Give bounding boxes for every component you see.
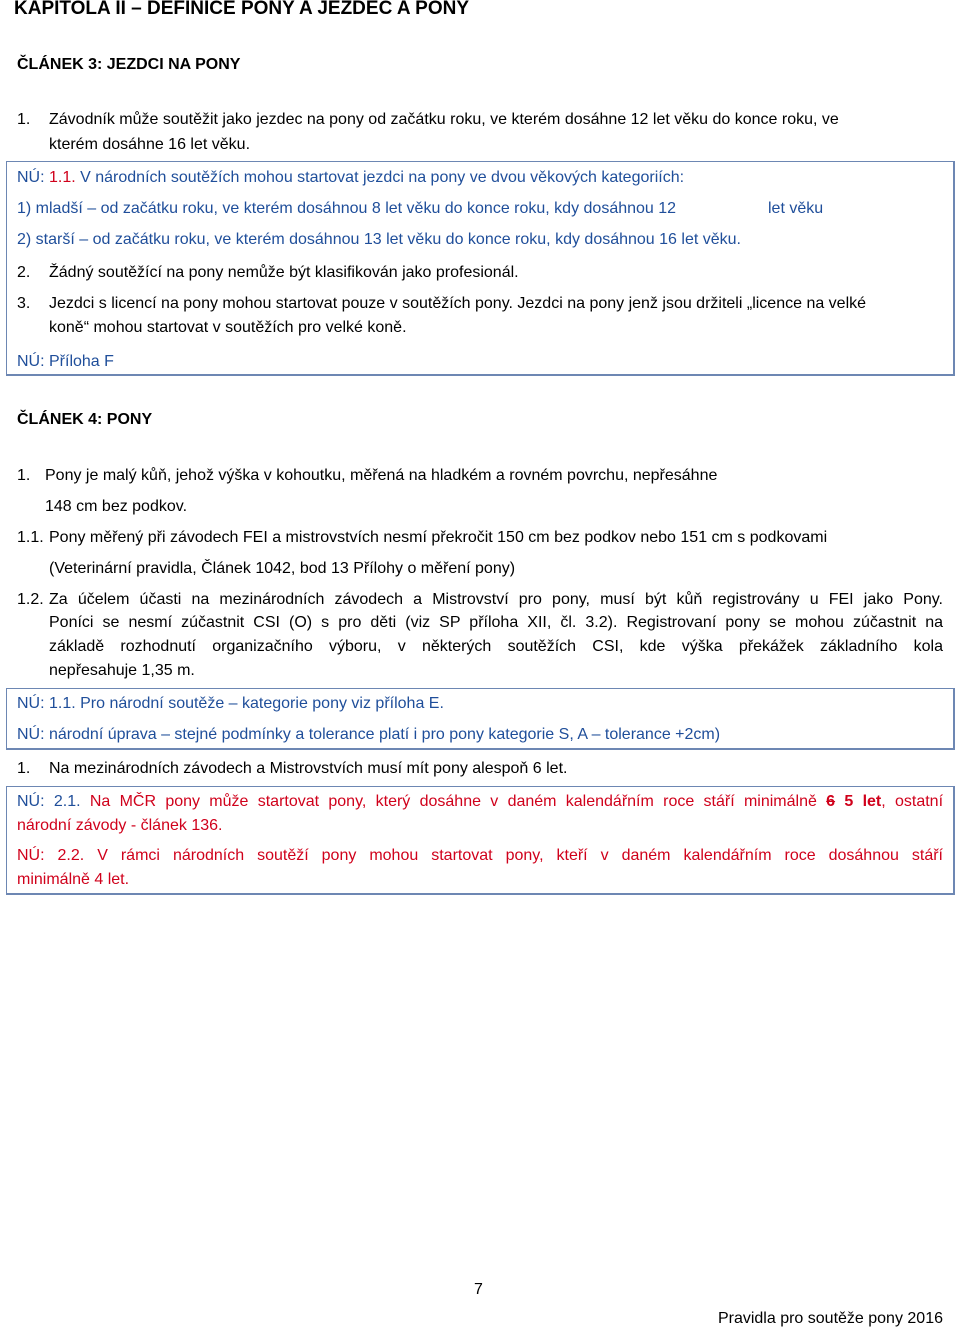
article3-p2-number: 2. xyxy=(17,264,31,281)
nu-prefix: NÚ: xyxy=(17,169,49,186)
article4-p2-number: 1. xyxy=(17,760,31,777)
article4-p12-line4: nepřesahuje 1,35 m. xyxy=(49,662,195,679)
article4-p1-line2: 148 cm bez podkov. xyxy=(45,498,188,515)
nu-national-tolerance: NÚ: národní úprava – stejné podmínky a tolerance platí i pro pony kategorie S, A – tolerance +2cm) xyxy=(17,726,721,743)
article4-p2-text: Na mezinárodních závodech a Mistrovstvích musí mít pony alespoň 6 let. xyxy=(49,760,568,777)
category-younger: 1) mladší – od začátku roku, ve kterém dosáhnou 8 let věku do konce roku, kdy dosáhnou 12 xyxy=(17,200,677,217)
article3-p1-number: 1. xyxy=(17,111,31,128)
article4-p12-number: 1.2. xyxy=(17,591,44,608)
article3-title: ČLÁNEK 3: JEZDCI NA PONY xyxy=(17,56,241,73)
nu-number: 1.1. xyxy=(49,169,76,186)
nu-2-1-text-end: , ostatní xyxy=(881,793,944,810)
nu-2-2-line1: NÚ: 2.2. V rámci národních soutěží pony mohou startovat pony, kteří v daném kalendářním roce dosáhnou stáří xyxy=(17,847,943,864)
article3-p3-line2: koně“ mohou startovat v soutěžích pro velké koně. xyxy=(49,319,407,336)
footer-doc-title: Pravidla pro soutěže pony 2016 xyxy=(717,1310,943,1327)
nu-2-1-struck-value: 6 xyxy=(826,793,836,810)
nu-2-1-line2: národní závody - článek 136. xyxy=(17,817,223,834)
nu-pony-categories: NÚ: 1.1. Pro národní soutěže – kategorie pony viz příloha E. xyxy=(17,695,444,712)
article3-p1-line1: Závodník může soutěžit jako jezdec na pony od začátku roku, ve kterém dosáhne 12 let věku do konce roku, ve xyxy=(49,111,839,128)
page-number: 7 xyxy=(474,1281,483,1298)
article4-title: ČLÁNEK 4: PONY xyxy=(17,411,153,428)
article4-p12-line3: základě rozhodnutí organizačního výboru, v některých soutěžích CSI, kde výška překážek základního kola xyxy=(49,638,943,655)
article3-p1-line2: kterém dosáhne 16 let věku. xyxy=(49,136,251,153)
chapter-heading: KAPITOLA II – DEFINICE PONY A JEZDEC A PONY xyxy=(14,0,470,19)
article4-p11-number: 1.1. xyxy=(17,529,44,546)
nu-2-1-line1 xyxy=(17,791,943,813)
article3-p2-text: Žádný soutěžící na pony nemůže být klasifikován jako profesionál. xyxy=(49,264,519,281)
nu-1-1-note xyxy=(17,167,684,189)
article3-p3-number: 3. xyxy=(17,295,31,312)
category-older: 2) starší – od začátku roku, ve kterém dosáhnou 13 let věku do konce roku, kdy dosáhnou 16 let věku. xyxy=(17,231,741,248)
nu-text: V národních soutěžích mohou startovat jezdci na pony ve dvou věkových kategoriích: xyxy=(75,169,685,186)
nu-2-1-new-value: 5 let xyxy=(835,793,882,810)
article4-p11-line2: (Veterinární pravidla, Článek 1042, bod 13 Přílohy o měření pony) xyxy=(49,560,516,577)
article4-p11-line1: Pony měřený při závodech FEI a mistrovstvích nesmí překročit 150 cm bez podkov nebo 151 cm s podkovami xyxy=(49,529,828,546)
nu-2-2-line2: minimálně 4 let. xyxy=(17,871,130,888)
article4-p12-line2: Poníci se nesmí zúčastnit CSI (O) s pro děti (viz SP příloha XII, čl. 3.2). Registrovaní pony se mohou zúčastnit na xyxy=(49,614,943,631)
article4-p1-number: 1. xyxy=(17,467,31,484)
article3-p3-line1: Jezdci s licencí na pony mohou startovat pouze v soutěžích pony. Jezdci na pony jenž jsou držiteli „licence na velké xyxy=(49,295,867,312)
nu-annex-f: NÚ: Příloha F xyxy=(17,353,114,370)
nu-2-1-prefix: NÚ: 2.1. xyxy=(17,793,81,810)
nu-2-1-text: Na MČR pony může startovat pony, který dosáhne v daném kalendářním roce stáří minimálně xyxy=(80,793,827,810)
article4-p12-line1: Za účelem účasti na mezinárodních závodech a Mistrovství pro pony, musí být kůň registrovány u FEI jako Pony. xyxy=(49,591,943,608)
article4-p1-line1: Pony je malý kůň, jehož výška v kohoutku, měřená na hladkém a rovném povrchu, nepřesáhne xyxy=(45,467,718,484)
category-younger-tail: let věku xyxy=(768,200,824,217)
